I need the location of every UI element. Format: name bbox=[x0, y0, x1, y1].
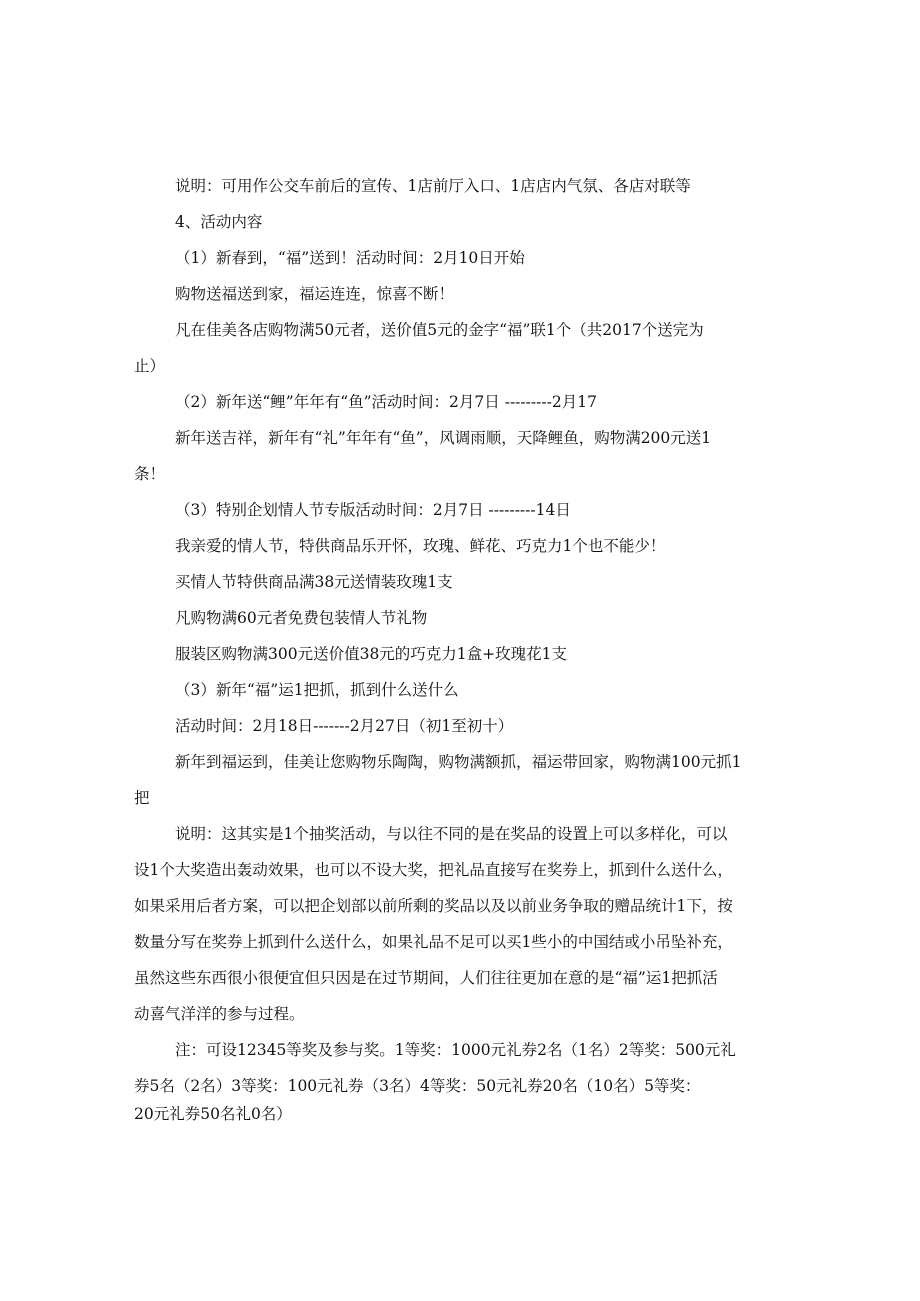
doc-line-18: 把 bbox=[134, 789, 150, 807]
doc-line-21: 如果采用后者方案，可以把企划部以前所剩的奖品以及以前业务争取的赠品统计1下，按 bbox=[134, 897, 733, 915]
doc-line-27: 20元礼券50名礼0名） bbox=[134, 1105, 292, 1123]
doc-line-23: 虽然这些东西很小很便宜但只因是在过节期间，人们往往更加在意的是“福”运1把抓活 bbox=[134, 969, 718, 987]
doc-line-19: 说明：这其实是1个抽奖活动，与以往不同的是在奖品的设置上可以多样化，可以 bbox=[175, 825, 728, 843]
doc-line-5: 凡在佳美各店购物满50元者，送价值5元的金字“福”联1个（共2017个送完为 bbox=[175, 321, 704, 339]
doc-line-3: （1）新春到，“福”送到！活动时间：2月10日开始 bbox=[175, 249, 525, 267]
doc-line-6: 止） bbox=[134, 357, 166, 375]
doc-line-4: 购物送福送到家，福运连连，惊喜不断！ bbox=[175, 285, 455, 303]
doc-line-2: 4、活动内容 bbox=[175, 213, 263, 231]
doc-line-1: 说明：可用作公交车前后的宣传、1店前厅入口、1店店内气氛、各店对联等 bbox=[175, 177, 691, 195]
doc-line-15: （3）新年“福”运1把抓，抓到什么送什么 bbox=[175, 681, 459, 699]
doc-line-16: 活动时间：2月18日-------2月27日（初1至初十） bbox=[175, 717, 514, 735]
doc-line-7: （2）新年送“鲤”年年有“鱼”活动时间：2月7日 ---------2月17 bbox=[175, 393, 597, 411]
doc-line-11: 我亲爱的情人节，特供商品乐开怀，玫瑰、鲜花、巧克力1个也不能少！ bbox=[175, 537, 666, 555]
doc-line-22: 数量分写在奖券上抓到什么送什么，如果礼品不足可以买1些小的中国结或小吊坠补充， bbox=[134, 933, 733, 951]
doc-line-8: 新年送吉祥，新年有“礼”年年有“鱼”，风调雨顺，天降鲤鱼，购物满200元送1 bbox=[175, 429, 712, 447]
doc-line-20: 设1个大奖造出轰动效果，也可以不设大奖，把礼品直接写在奖券上，抓到什么送什么， bbox=[134, 861, 733, 879]
doc-line-17: 新年到福运到，佳美让您购物乐陶陶，购物满额抓，福运带回家，购物满100元抓1 bbox=[175, 753, 742, 771]
doc-line-13: 凡购物满60元者免费包装情人节礼物 bbox=[175, 609, 428, 627]
doc-line-9: 条！ bbox=[134, 465, 166, 483]
doc-line-26: 券5名（2名）3等奖：100元礼券（3名）4等奖：50元礼券20名（10名）5等奖： bbox=[134, 1077, 701, 1095]
doc-line-24: 动喜气洋洋的参与过程。 bbox=[134, 1005, 305, 1023]
doc-line-14: 服装区购物满300元送价值38元的巧克力1盒+玫瑰花1支 bbox=[175, 645, 568, 663]
doc-line-12: 买情人节特供商品满38元送情装玫瑰1支 bbox=[175, 573, 453, 591]
doc-line-10: （3）特别企划情人节专版活动时间：2月7日 ---------14日 bbox=[175, 501, 571, 519]
doc-line-25: 注：可设12345等奖及参与奖。1等奖：1000元礼券2名（1名）2等奖：500元礼 bbox=[175, 1041, 736, 1059]
